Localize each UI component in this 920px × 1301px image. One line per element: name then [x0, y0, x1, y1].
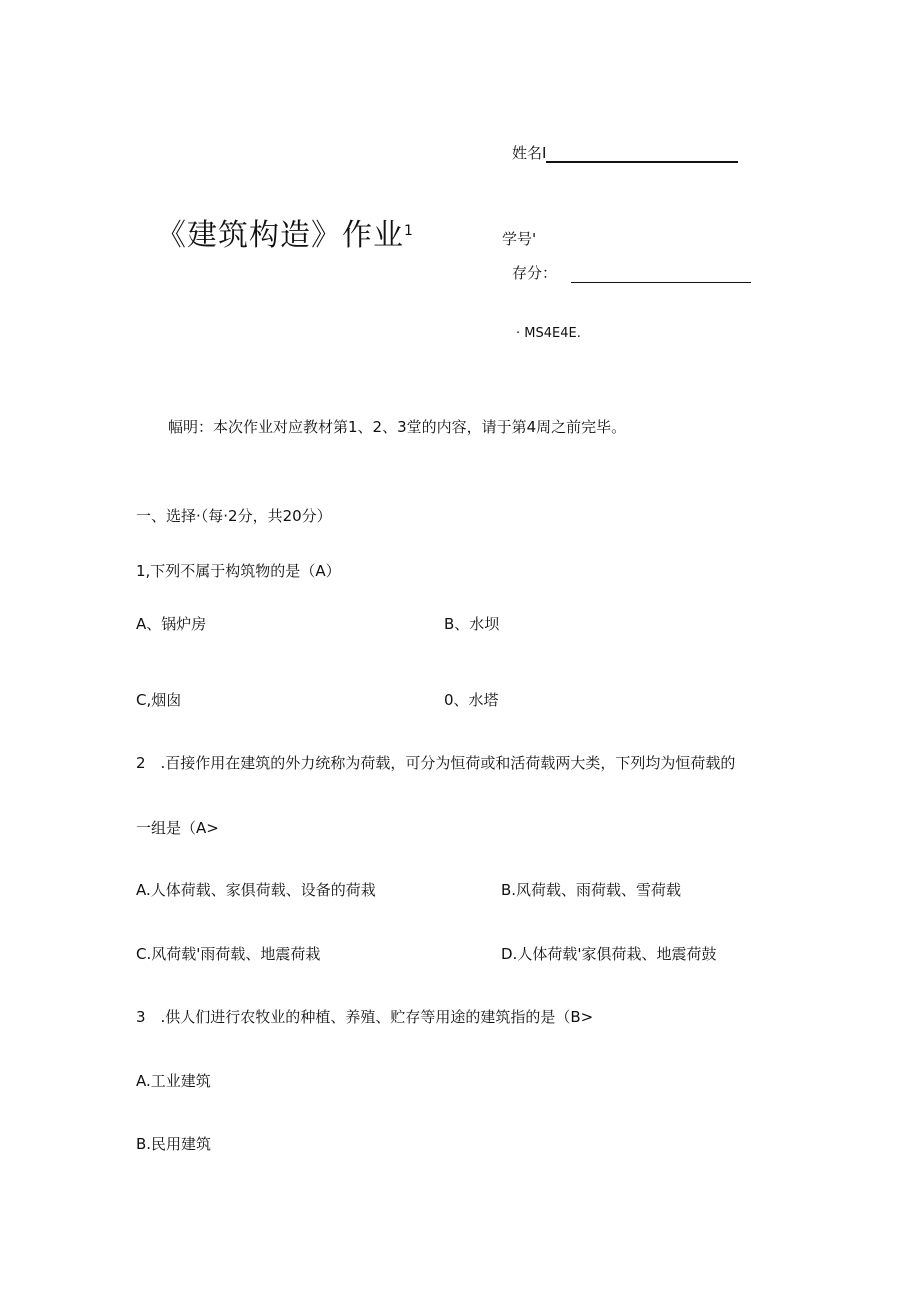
title-superscript: 1	[404, 223, 414, 239]
document-title	[156, 210, 414, 254]
question-1-stem: 1,下列不属于构筑物的是（A）	[136, 562, 341, 580]
q1-option-a[interactable]: A、锅炉房	[136, 615, 207, 633]
q2-option-b[interactable]: B.风荷载、雨荷载、雪荷载	[501, 881, 682, 899]
question-3-stem: 3 .供人们进行农牧业的种植、养殖、贮存等用途的建筑指的是（B>	[136, 1008, 594, 1026]
name-blank[interactable]	[546, 161, 738, 163]
name-field[interactable]	[512, 142, 738, 163]
score-label: 存分：	[512, 264, 558, 282]
document-code: · MS4E4E.	[516, 326, 581, 341]
instruction-note: 幅明：本次作业对应教材第1、2、3堂的内容，请于第4周之前完毕。	[168, 418, 627, 436]
q1-option-b[interactable]: B、水坝	[444, 615, 500, 633]
q2-option-d[interactable]: D.人体荷载'家俱荷栽、地震荷鼓	[501, 945, 717, 963]
q2-option-c[interactable]: C.风荷载'雨荷载、地震荷栽	[136, 945, 321, 963]
name-label: 姓名I	[512, 144, 547, 162]
title-text: 《建筑构造》作业	[156, 218, 404, 253]
q3-option-b[interactable]: B.民用建筑	[136, 1135, 212, 1153]
score-blank[interactable]	[571, 282, 751, 283]
section-title: 一、选择·（每·2分，共20分）	[136, 507, 332, 525]
q1-option-d[interactable]: 0、水塔	[444, 691, 499, 709]
question-2-stem-line2: 一组是（A>	[136, 819, 219, 837]
student-no-label: 学号'	[502, 230, 537, 248]
q1-option-c[interactable]: C,烟囱	[136, 691, 182, 709]
question-2-stem-line1: 2 .百接作用在建筑的外力统称为荷载，可分为恒荷或和活荷载两大类，下列均为恒荷载的	[136, 754, 736, 772]
q3-option-a[interactable]: A.工业建筑	[136, 1072, 211, 1090]
q2-option-a[interactable]: A.人体荷载、家俱荷载、设备的荷栽	[136, 881, 376, 899]
score-field[interactable]	[512, 262, 751, 283]
